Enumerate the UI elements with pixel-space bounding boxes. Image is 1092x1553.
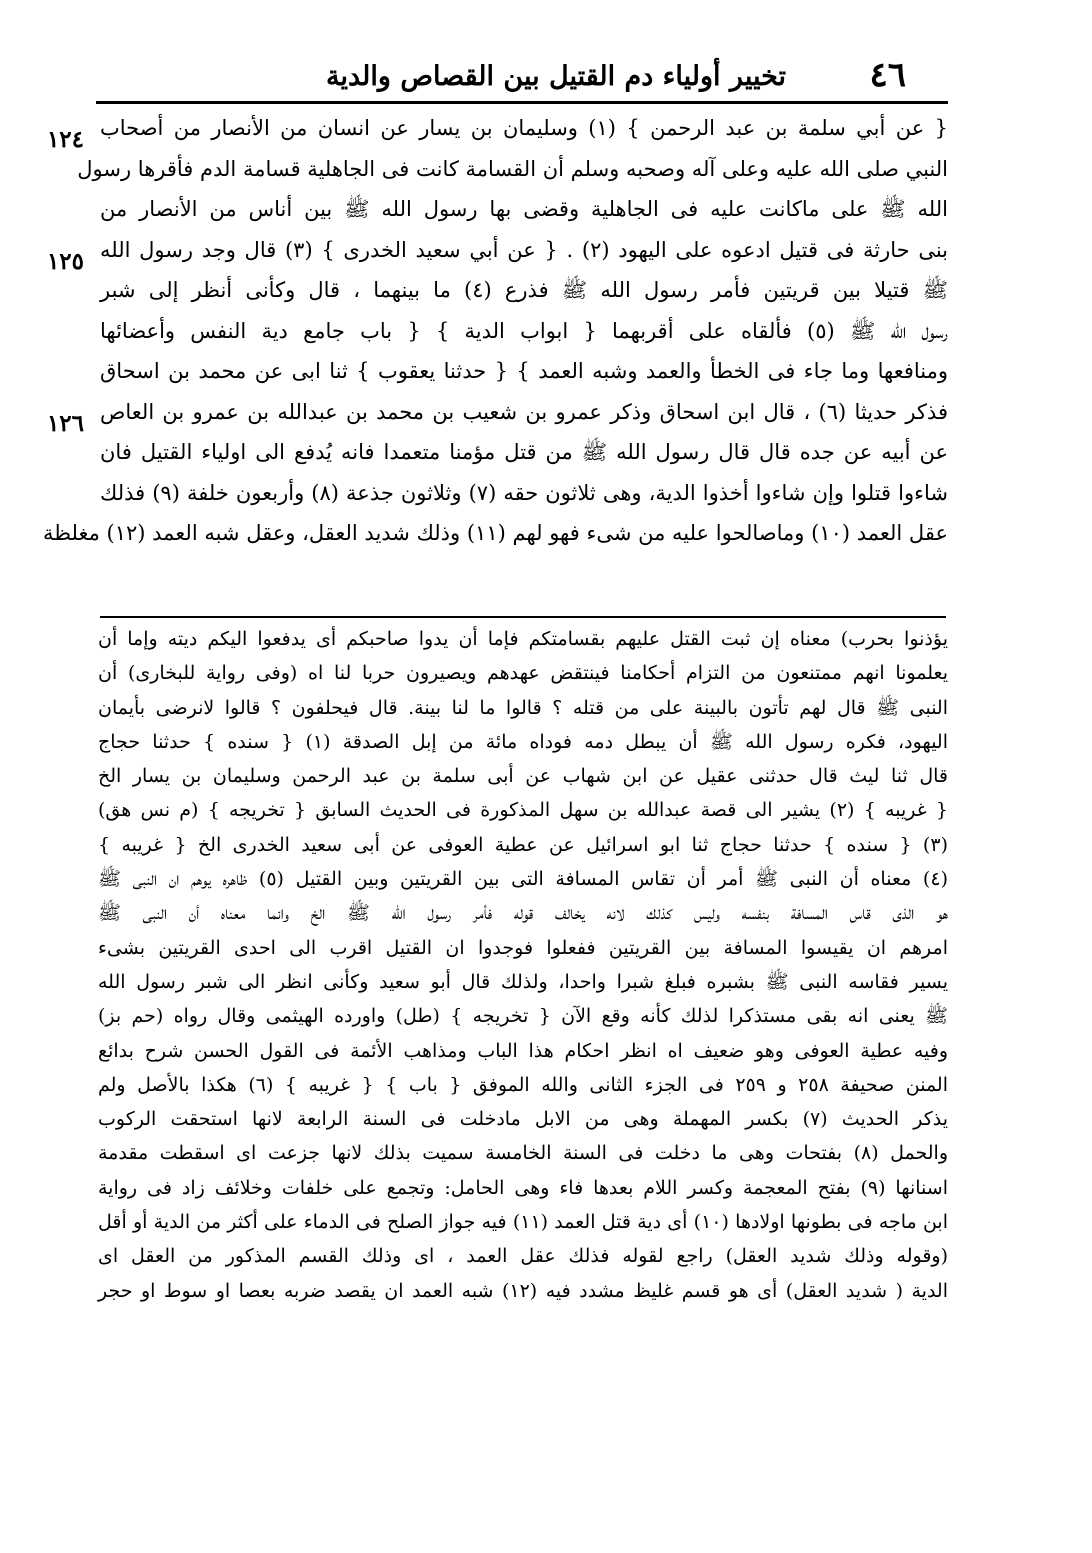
- footnote-line: النبى ﷺ قال لهم تأتون بالبينة على من قتله ؟ قالوا ما لنا بينة. قال فيحلفون ؟ قالوا لانرضى بأيمان: [98, 696, 948, 719]
- footnote-line: امرهم ان يقيسوا المسافة بين القريتين ففعلوا فوجدوا ان القتيل اقرب الى احدى القريتين بشىء: [98, 936, 948, 959]
- hadith-number-column: [0, 108, 92, 808]
- footnote-line: ﷺ يعنى انه بقى مستذكرا لذلك كأنه وقع الآن { تخريجه } (طل) واورده الهيثمى وقال رواه (حم بز): [98, 1005, 948, 1028]
- footnote-line: يذكر الحديث (٧) بكسر المهملة وهى من الابل مادخلت فى السنة الرابعة لانها استحقت الركوب: [98, 1108, 948, 1131]
- footnote-line: ابن ماجه فى بطونها اولادها (١٠) أى دية قتل العمد (١١) فيه جواز الصلح فى الدماء على أكثر من الدية أو أقل: [98, 1211, 948, 1234]
- footnote-divider: [100, 616, 946, 618]
- hadith-number: ١٢٥: [46, 248, 84, 275]
- footnote-line: (وقوله وذلك شديد العقل) راجع لقوله فذلك عقل العمد ، اى وذلك القسم المذكور من العقل اى: [98, 1245, 948, 1268]
- footnote-line: وفيه عطية العوفى وهو ضعيف اه انظر احكام هذا الباب ومذاهب الأئمة فى القول الحسن شرح بدائع: [98, 1039, 948, 1062]
- footnote-line: (٤) معناه أن النبى ﷺ أمر أن تقاس المسافة التى بين القريتين وبين القتيل (٥) ظاهره يوهم ان النبى ﷺ: [98, 868, 948, 891]
- main-text-line: الله ﷺ على ماكانت عليه فى الجاهلية وقضى بها رسول الله ﷺ بين أناس من الأنصار من: [100, 197, 948, 221]
- footnote-line: الدية ( شديد العقل) أى هو قسم غليظ مشدد فيه (١٢) شبه العمد ان يقصد ضربه بعصا او سوط او حجر: [98, 1279, 948, 1302]
- main-text-line: عن أبيه عن جده قال قال رسول الله ﷺ من قتل مؤمنا متعمدا فانه يُدفع الى اولياء القتيل فان: [100, 440, 948, 464]
- header-rule: [96, 101, 948, 104]
- footnote-line: اسنانها (٩) بفتح المعجمة وكسر اللام بعدها فاء وهى الحامل: وتجمع على خلفات وخلائف زاد فى رواية: [98, 1176, 948, 1199]
- main-text-line: عقل العمد (١٠) وماصالحوا عليه من شىء فهو لهم (١١) وذلك شديد العقل، وعقل شبه العمد (١٢) مغلظة: [43, 521, 948, 545]
- footnote-line: المنن صحيفة ٢٥٨ و ٢٥٩ فى الجزء الثانى والله الموفق { باب } { غريبه } (٦) هكذا بالأصل ولم: [98, 1073, 948, 1096]
- main-text-line: النبي صلى الله عليه وعلى آله وصحبه وسلم أن القسامة كانت فى الجاهلية قسامة الدم فأقرها رسول: [77, 156, 948, 181]
- footnote-line: اليهود، فكره رسول الله ﷺ أن يبطل دمه فوداه مائة من إبل الصدقة (١) { سنده } حدثنا حجاج: [98, 730, 948, 753]
- footnote-line: يعلمونا انهم ممتنعون من التزام أحكامنا فينتقض عهدهم ويصيرون حربا لنا اه (وفى رواية للبخارى) أن: [98, 662, 948, 685]
- running-title: تخيير أولياء دم القتيل بين القصاص والدية: [326, 61, 787, 92]
- footnote-line: قال ثنا ليث قال حدثنى عقيل عن ابن شهاب عن أبى سلمة بن عبد الرحمن وسليمان بن يسار الخ: [98, 765, 948, 788]
- hadith-number: ١٢٦: [46, 410, 84, 437]
- footnotes: [98, 622, 948, 1308]
- footnote-line: يؤذنوا بحرب) معناه إن ثبت القتل عليهم بقسامتكم فإما أن يدوا صاحبكم أى يدفعوا اليكم ديته وإما أن: [98, 628, 948, 650]
- hadith-number: ١٢٤: [46, 126, 84, 153]
- main-text-line: ﷺ قتيلا بين قريتين فأمر رسول الله ﷺ فذرع (٤) ما بينهما ، قال وكأنى أنظر إلى شبر: [100, 278, 948, 302]
- main-text-line: بنى حارثة فى قتيل ادعوه على اليهود (٢) . { عن أبي سعيد الخدرى } (٣) قال وجد رسول الله: [100, 237, 949, 262]
- main-text-line: شاءوا قتلوا وإن شاءوا أخذوا الدية، وهى ثلاثون حقه (٧) وثلاثون جذعة (٨) وأربعون خلفة (٩) فذلك: [100, 480, 948, 505]
- footnote-line: والحمل (٨) بفتحات وهى ما دخلت فى السنة الخامسة سميت بذلك لانها جزعت اى اسقطت مقدمة: [98, 1142, 948, 1165]
- footnote-line: هو الذى قاس المسافة بنفسه وليس كذلك لانه يخالف قوله فأمر رسول الله ﷺ الخ وانما معناه أن النبى ﷺ: [98, 902, 948, 925]
- footnote-line: (٣) { سنده } حدثنا حجاج ثنا ابو اسرائيل عن عطية العوفى عن أبى سعيد الخدرى الخ { غريبه }: [98, 833, 948, 856]
- footnote-line: { غريبه } (٢) يشير الى قصة عبدالله بن سهل المذكورة فى الحديث السابق { تخريجه } (م نس هق): [98, 799, 948, 822]
- main-text-line: ومنافعها وما جاء فى الخطأ والعمد وشبه العمد } { حدثنا يعقوب } ثنا ابى عن محمد بن اسحاق: [100, 359, 948, 383]
- main-text-line: فذكر حديثا (٦) ، قال ابن اسحاق وذكر عمرو بن شعيب بن محمد بن عبدالله بن عمرو بن العاص: [100, 399, 948, 424]
- main-text-line: رسول الله ﷺ (٥) فألقاه على أقربهما { ابواب الدية } { باب جامع دية النفس وأعضائها: [100, 318, 949, 343]
- page-header: [96, 52, 946, 96]
- footnote-line: يسير فقاسه النبى ﷺ بشبره فبلغ شبرا واحدا، ولذلك قال أبو سعيد وكأنى انظر الى شبر رسول الله: [98, 970, 948, 993]
- page-number: ٤٦: [869, 55, 906, 95]
- main-text-line: { عن أبي سلمة بن عبد الرحمن } (١) وسليمان بن يسار عن انسان من الأنصار من أصحاب: [100, 116, 948, 140]
